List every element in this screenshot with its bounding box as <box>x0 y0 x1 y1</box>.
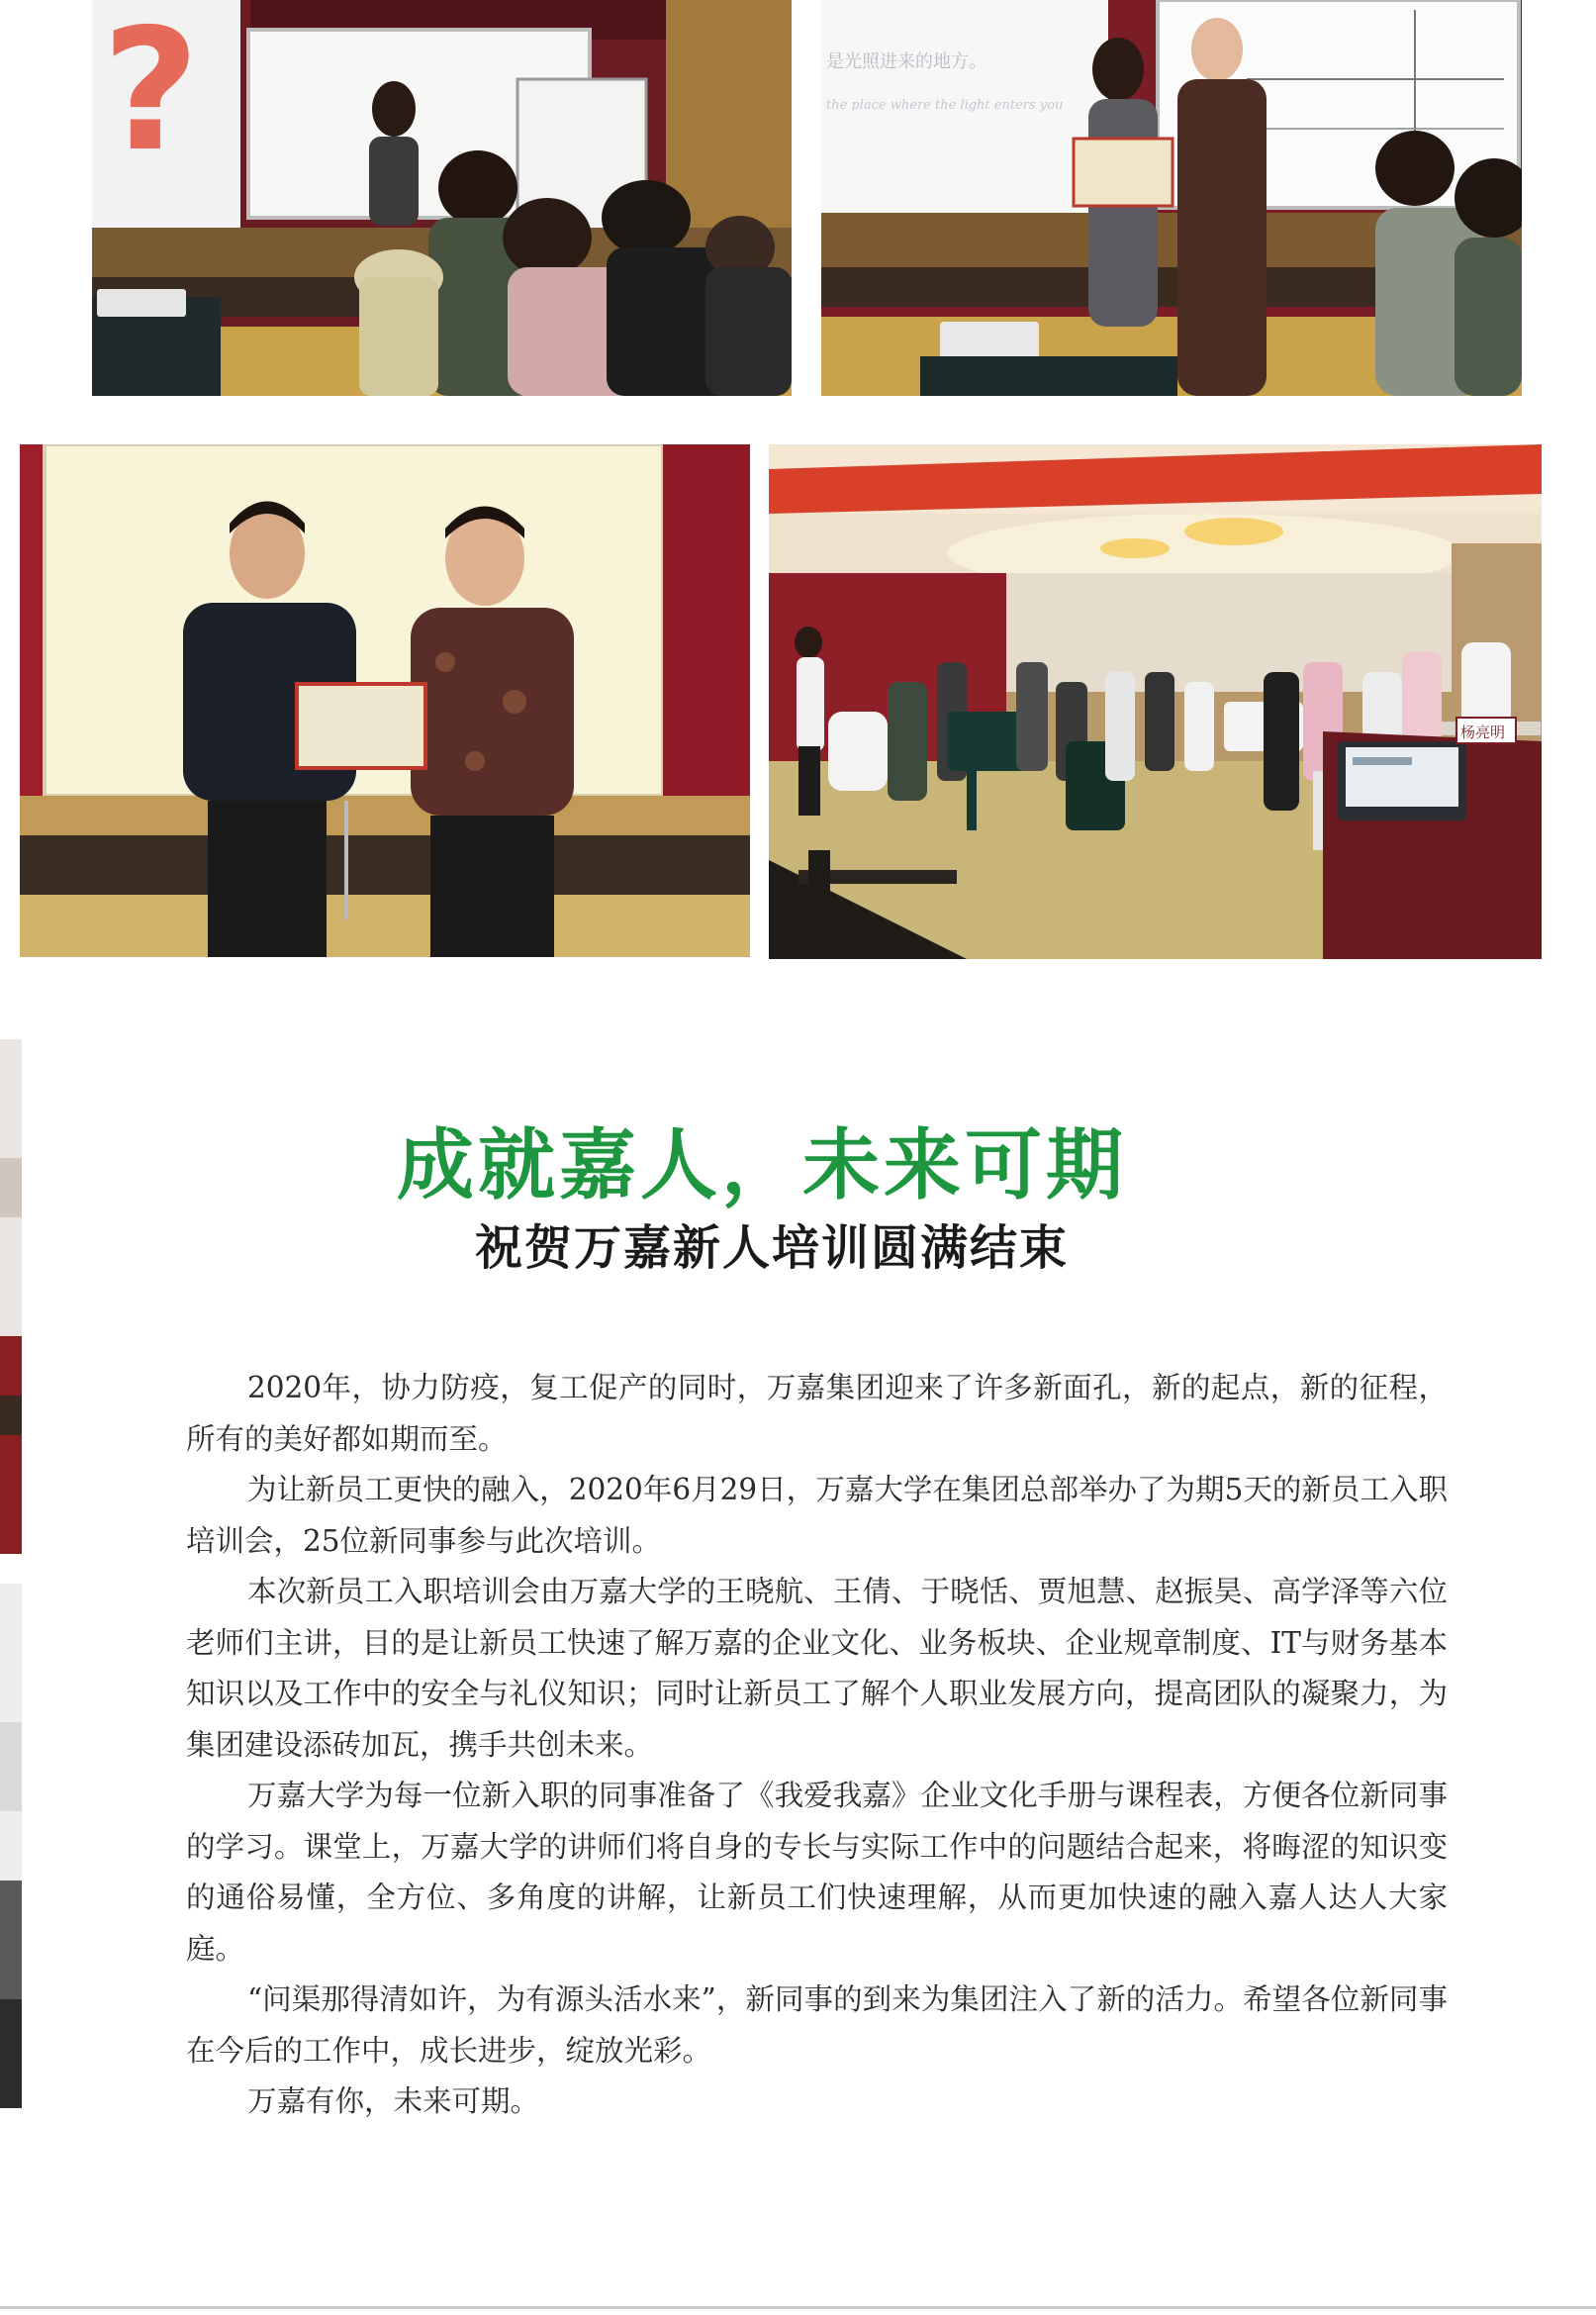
photo-oath-ceremony-room <box>769 444 1542 959</box>
paragraph: 万嘉大学为每一位新入职的同事准备了《我爱我嘉》企业文化手册与课程表，方便各位新同事的学习。课堂上，万嘉大学的讲师们将自身的专长与实际工作中的问题结合起来，将晦涩的知识变的通俗易懂，全方位、多角度的讲解，让新员工们快速理解，从而更加快速的融入嘉人达人大家庭。 <box>186 1779 1448 1966</box>
article-title: 成就嘉人，未来可期 <box>396 1121 1127 1210</box>
paragraph: 为让新员工更快的融入，2020年6月29日，万嘉大学在集团总部举办了为期5天的新员工入职培训会，25位新同事参与此次培训。 <box>186 1473 1448 1558</box>
article-subtitle: 祝贺万嘉新人培训圆满结束 <box>474 1220 1069 1276</box>
question-mark-graphic: ? <box>102 0 200 189</box>
photo-certificate-award-men <box>20 444 750 957</box>
photo-speaker-presentation <box>92 0 792 396</box>
page-bottom-rule <box>0 2306 1596 2309</box>
paragraph: “问渠那得清如许，为有源头活水来”，新同事的到来为集团注入了新的活力。希望各位新同事在今后的工作中，成长进步，绽放光彩。 <box>186 1982 1448 2068</box>
projection-text-en: the place where the light enters you <box>826 98 1064 113</box>
projection-text-cn: 是光照进来的地方。 <box>826 51 986 72</box>
left-edge-strip-bottom <box>0 1584 22 2108</box>
paragraph: 本次新员工入职培训会由万嘉大学的王晓航、王倩、于晓恬、贾旭慧、赵振昊、高学泽等六位老师们主讲，目的是让新员工快速了解万嘉的企业文化、业务板块、企业规章制度、IT与财务基本知识以及工作中的安全与礼仪知识；同时让新员工了解个人职业发展方向，提高团队的凝聚力，为集团建设添砖加瓦，携手共创未来。 <box>186 1575 1448 1762</box>
name-card-text: 杨亮明 <box>1460 723 1506 741</box>
photo-certificate-award-woman <box>821 0 1522 396</box>
article-body <box>186 1363 1448 2128</box>
paragraph: 万嘉有你，未来可期。 <box>247 2084 540 2118</box>
paragraph: 2020年，协力防疫，复工促产的同时，万嘉集团迎来了许多新面孔，新的起点，新的征程，所有的美好都如期而至。 <box>186 1371 1448 1456</box>
